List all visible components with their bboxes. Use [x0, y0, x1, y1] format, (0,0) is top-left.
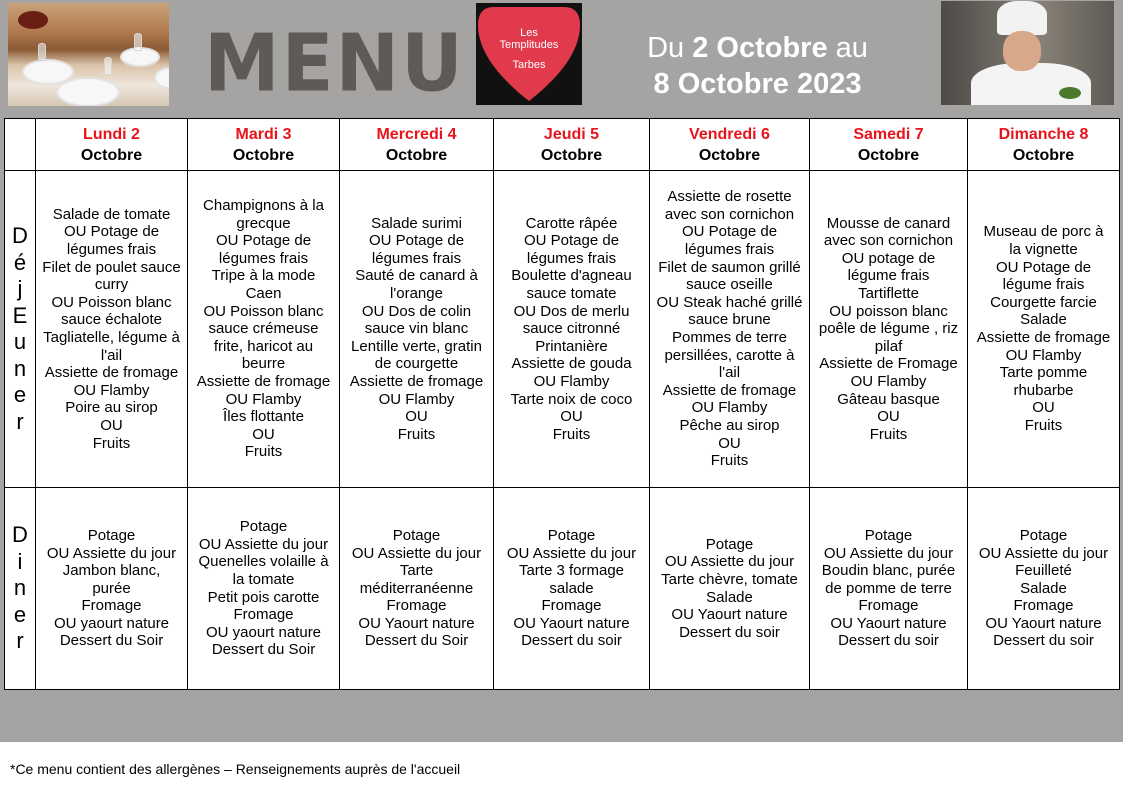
label-letter: r	[16, 408, 24, 434]
dish-line: Dessert du soir	[679, 623, 780, 641]
dish-line: Carotte râpée	[525, 214, 618, 232]
dinner-cell	[968, 488, 1120, 690]
dish-line: OU Yaourt nature	[671, 606, 788, 624]
dish-line: OU Potage de	[523, 232, 620, 250]
dish-line: OU Flamby	[1005, 346, 1082, 364]
dish-line: Assiette de fromage	[44, 364, 179, 382]
dish-line: OU Potage de	[995, 258, 1092, 276]
dish-line: OU Poisson blanc	[203, 302, 324, 320]
dish-line: Assiette de Fromage	[819, 355, 958, 373]
dish-line: poêle de légume , riz	[818, 320, 959, 338]
dish-line: légume frais	[1002, 276, 1085, 294]
dish-line: Lentille verte, gratin	[351, 337, 482, 355]
dish-line: Tartiflette	[858, 285, 919, 303]
lunch-label	[5, 171, 36, 488]
dish-line: l'ail	[718, 364, 741, 382]
dish-line: OU	[560, 408, 583, 426]
dish-line: Poire au sirop	[65, 399, 158, 417]
dish-line: Jambon blanc,	[62, 562, 161, 580]
dish-line: sauce échalote	[61, 311, 162, 329]
dish-line: Fromage	[1013, 597, 1074, 615]
dish-line: Fruits	[397, 425, 436, 443]
lunch-cell	[968, 171, 1120, 488]
logo-text-templitudes: Templitudes	[499, 39, 559, 51]
label-letter: E	[12, 302, 28, 328]
dish-line: méditerranéenne	[359, 579, 474, 597]
restaurant-photo	[8, 3, 169, 106]
date-line-2: 8 Octobre 2023	[653, 68, 862, 100]
dish-line: Potage	[87, 526, 136, 544]
dish-line: légumes frais	[66, 241, 157, 259]
dish-line: OU Steak haché grillé	[656, 293, 803, 311]
dish-line: frite, haricot au	[213, 337, 314, 355]
dish-line: la tomate	[232, 570, 295, 588]
lunch-cell	[650, 171, 810, 488]
dish-line: Salade	[706, 588, 753, 606]
dish-line: Champignons à la	[203, 197, 324, 215]
dish-line: OU	[100, 416, 123, 434]
dish-line: OU Yaourt nature	[513, 614, 630, 632]
dish-line: curry	[94, 276, 129, 294]
day-header: Vendredi 6 Octobre	[650, 119, 810, 171]
lunch-row	[5, 171, 1120, 488]
dish-line: OU Flamby	[691, 399, 768, 417]
dish-line: Fruits	[244, 443, 283, 461]
lunch-cell	[36, 171, 188, 488]
dish-line: OU Flamby	[850, 372, 927, 390]
label-letter: u	[13, 329, 27, 354]
dish-line: OU Potage de	[63, 223, 160, 241]
label-letter: e	[13, 601, 27, 627]
dish-line: Fruits	[710, 452, 749, 470]
dish-line: Fruits	[92, 434, 131, 452]
dish-line: Sauté de canard à	[355, 267, 478, 285]
dish-line: Tarte pomme	[999, 364, 1088, 382]
dish-line: Fromage	[541, 597, 602, 615]
dish-line: sauce crémeuse	[208, 320, 319, 338]
dish-line: Salade	[1020, 579, 1067, 597]
dish-line: OU Dos de merlu	[513, 302, 630, 320]
dish-line: OU potage de	[841, 249, 936, 267]
day-header: Jeudi 5 Octobre	[494, 119, 650, 171]
dish-line: Filet de saumon grillé	[658, 258, 801, 276]
label-letter: r	[16, 628, 24, 654]
dish-line: légumes frais	[218, 249, 309, 267]
dish-line: Îles flottante	[223, 408, 304, 426]
dish-line: sauce citronné	[522, 320, 621, 338]
weekly-menu-table	[4, 118, 1120, 690]
dish-line: OU Assiette du jour	[506, 544, 637, 562]
dish-line: Fromage	[81, 597, 142, 615]
dish-line: grecque	[236, 214, 291, 232]
dish-line: avec son cornichon	[664, 205, 795, 223]
dish-line: OU Potage de	[215, 232, 312, 250]
dish-line: Museau de porc à	[983, 223, 1104, 241]
allergen-footnote: *Ce menu contient des allergènes – Renseignements auprès de l'accueil	[10, 761, 461, 777]
dinner-cell	[340, 488, 494, 690]
dish-line: OU Assiette du jour	[46, 544, 177, 562]
dinner-cell	[810, 488, 968, 690]
dish-line: Printanière	[535, 337, 608, 355]
dish-line: Potage	[864, 526, 913, 544]
dish-line: sauce tomate	[526, 285, 617, 303]
label-letter: D	[12, 223, 28, 248]
dish-line: OU Potage de	[681, 223, 778, 241]
heart-shape	[476, 3, 582, 105]
dish-line: OU yaourt nature	[53, 614, 170, 632]
dish-line: Dessert du Soir	[211, 641, 316, 659]
dish-line: OU Flamby	[378, 390, 455, 408]
dish-line: Dessert du Soir	[364, 632, 469, 650]
dish-line: Assiette de gouda	[511, 355, 632, 373]
logo-text-tarbes: Tarbes	[512, 59, 546, 71]
dish-line: OU Flamby	[225, 390, 302, 408]
dish-line: Fruits	[1024, 416, 1063, 434]
dish-line: Pommes de terre	[671, 329, 788, 346]
dish-line: Fromage	[386, 597, 447, 615]
day-header: Dimanche 8 Octobre	[968, 119, 1120, 171]
dinner-row	[5, 488, 1120, 690]
date-range	[600, 30, 915, 102]
templitudes-logo	[476, 3, 582, 105]
dish-line: rhubarbe	[1013, 381, 1074, 399]
dinner-cell	[494, 488, 650, 690]
dish-line: OU Yaourt nature	[358, 614, 475, 632]
dish-line: OU Assiette du jour	[978, 544, 1109, 562]
dish-line: Fruits	[552, 425, 591, 443]
dish-line: de courgette	[374, 355, 459, 373]
dish-line: OU Flamby	[533, 372, 610, 390]
label-letter: e	[13, 382, 27, 407]
dish-line: Tarte	[399, 562, 434, 580]
dish-line: OU Yaourt nature	[985, 614, 1102, 632]
dish-line: Assiette de fromage	[349, 372, 484, 390]
lunch-cell	[188, 171, 340, 488]
dish-line: légumes frais	[684, 241, 775, 259]
dish-line: persillées, carotte à	[664, 346, 795, 364]
dish-line: OU Assiette du jour	[664, 553, 795, 571]
dish-line: Petit pois carotte	[207, 588, 320, 606]
dish-line: OU Yaourt nature	[830, 614, 947, 632]
dish-line: OU Assiette du jour	[198, 535, 329, 553]
dish-line: de pomme de terre	[825, 579, 952, 597]
chef-photo	[941, 1, 1114, 105]
dish-line: Boudin blanc, purée	[821, 562, 956, 580]
dish-line: légumes frais	[526, 249, 617, 267]
dish-line: Salade	[1020, 311, 1067, 329]
dish-line: Potage	[705, 535, 754, 553]
dish-line: Assiette de fromage	[662, 381, 797, 399]
dish-line: Potage	[547, 526, 596, 544]
dish-line: Potage	[1019, 526, 1068, 544]
dish-line: Caen	[245, 285, 282, 303]
days-header-row	[5, 119, 1120, 171]
dish-line: Salade de tomate	[52, 205, 171, 223]
label-letter: i	[17, 548, 23, 574]
dish-line: OU	[1032, 399, 1055, 417]
dish-line: l'ail	[100, 346, 123, 364]
dinner-label	[5, 488, 36, 690]
dish-line: Gâteau basque	[837, 390, 940, 408]
day-header: Mardi 3 Octobre	[188, 119, 340, 171]
dish-line: Feuilleté	[1015, 562, 1072, 580]
dish-line: OU Poisson blanc	[51, 293, 172, 311]
dish-line: OU Assiette du jour	[351, 544, 482, 562]
dish-line: Boulette d'agneau	[511, 267, 632, 285]
label-letter: n	[13, 575, 27, 601]
dish-line: légume frais	[847, 267, 930, 285]
dish-line: Pêche au sirop	[679, 416, 780, 434]
dish-line: pilaf	[874, 337, 903, 355]
dish-line: OU Potage de	[368, 232, 465, 250]
dish-line: Assiette de rosette	[667, 188, 792, 206]
dinner-cell	[36, 488, 188, 690]
label-letter: é	[13, 249, 27, 275]
dish-line: Tagliatelle, légume à	[43, 329, 180, 346]
label-letter: j	[17, 276, 23, 301]
dish-line: OU Dos de colin	[361, 302, 472, 320]
label-letter: n	[13, 355, 27, 381]
dish-line: la vignette	[1009, 241, 1078, 259]
label-letter: D	[12, 522, 28, 548]
dish-line: salade	[549, 579, 594, 597]
dish-line: sauce vin blanc	[364, 320, 469, 338]
dish-line: beurre	[241, 355, 286, 373]
lunch-cell	[340, 171, 494, 488]
dish-line: sauce oseille	[686, 276, 773, 294]
dish-line: Potage	[239, 518, 288, 536]
dish-line: sauce brune	[688, 311, 771, 329]
dish-line: Dessert du soir	[521, 632, 622, 650]
dish-line: Fromage	[233, 606, 294, 624]
dish-line: OU	[718, 434, 741, 452]
date-line-1: Du 2 Octobre au	[647, 32, 868, 64]
dish-line: Filet de poulet sauce	[42, 258, 181, 276]
dish-line: Tarte chèvre, tomate	[661, 570, 798, 588]
dish-line: Assiette de fromage	[976, 329, 1111, 346]
dinner-cell	[650, 488, 810, 690]
dish-line: OU poisson blanc	[829, 302, 948, 320]
dish-line: OU yaourt nature	[205, 623, 322, 641]
dish-line: Dessert du soir	[838, 632, 939, 650]
dish-line: Dessert du soir	[993, 632, 1094, 650]
dish-line: Tarte noix de coco	[510, 390, 633, 408]
dish-line: OU	[877, 408, 900, 426]
dish-line: OU	[252, 425, 275, 443]
dish-line: Salade surimi	[371, 214, 462, 232]
dish-line: Potage	[392, 526, 441, 544]
dish-line: Fromage	[858, 597, 919, 615]
corner-cell	[5, 119, 36, 171]
dish-line: OU	[405, 408, 428, 426]
dish-line: Mousse de canard	[826, 214, 951, 232]
dish-line: Courgette farcie	[990, 293, 1097, 311]
lunch-cell	[810, 171, 968, 488]
dish-line: légumes frais	[371, 249, 462, 267]
dish-line: Fruits	[869, 425, 908, 443]
dish-line: avec son cornichon	[823, 232, 954, 250]
dish-line: Dessert du Soir	[59, 632, 164, 650]
logo-text-les: Les	[520, 27, 538, 39]
day-header: Mercredi 4 Octobre	[340, 119, 494, 171]
day-header: Samedi 7 Octobre	[810, 119, 968, 171]
day-header: Lundi 2 Octobre	[36, 119, 188, 171]
dinner-cell	[188, 488, 340, 690]
menu-title: MENU	[204, 15, 465, 110]
dish-line: Tarte 3 formage	[518, 562, 625, 580]
dish-line: Quenelles volaille à	[198, 553, 329, 571]
dish-line: Tripe à la mode	[211, 267, 316, 285]
dish-line: OU Assiette du jour	[823, 544, 954, 562]
dish-line: purée	[92, 579, 131, 597]
lunch-cell	[494, 171, 650, 488]
dish-line: Assiette de fromage	[196, 372, 331, 390]
dish-line: l'orange	[390, 285, 443, 303]
dish-line: OU Flamby	[73, 381, 150, 399]
